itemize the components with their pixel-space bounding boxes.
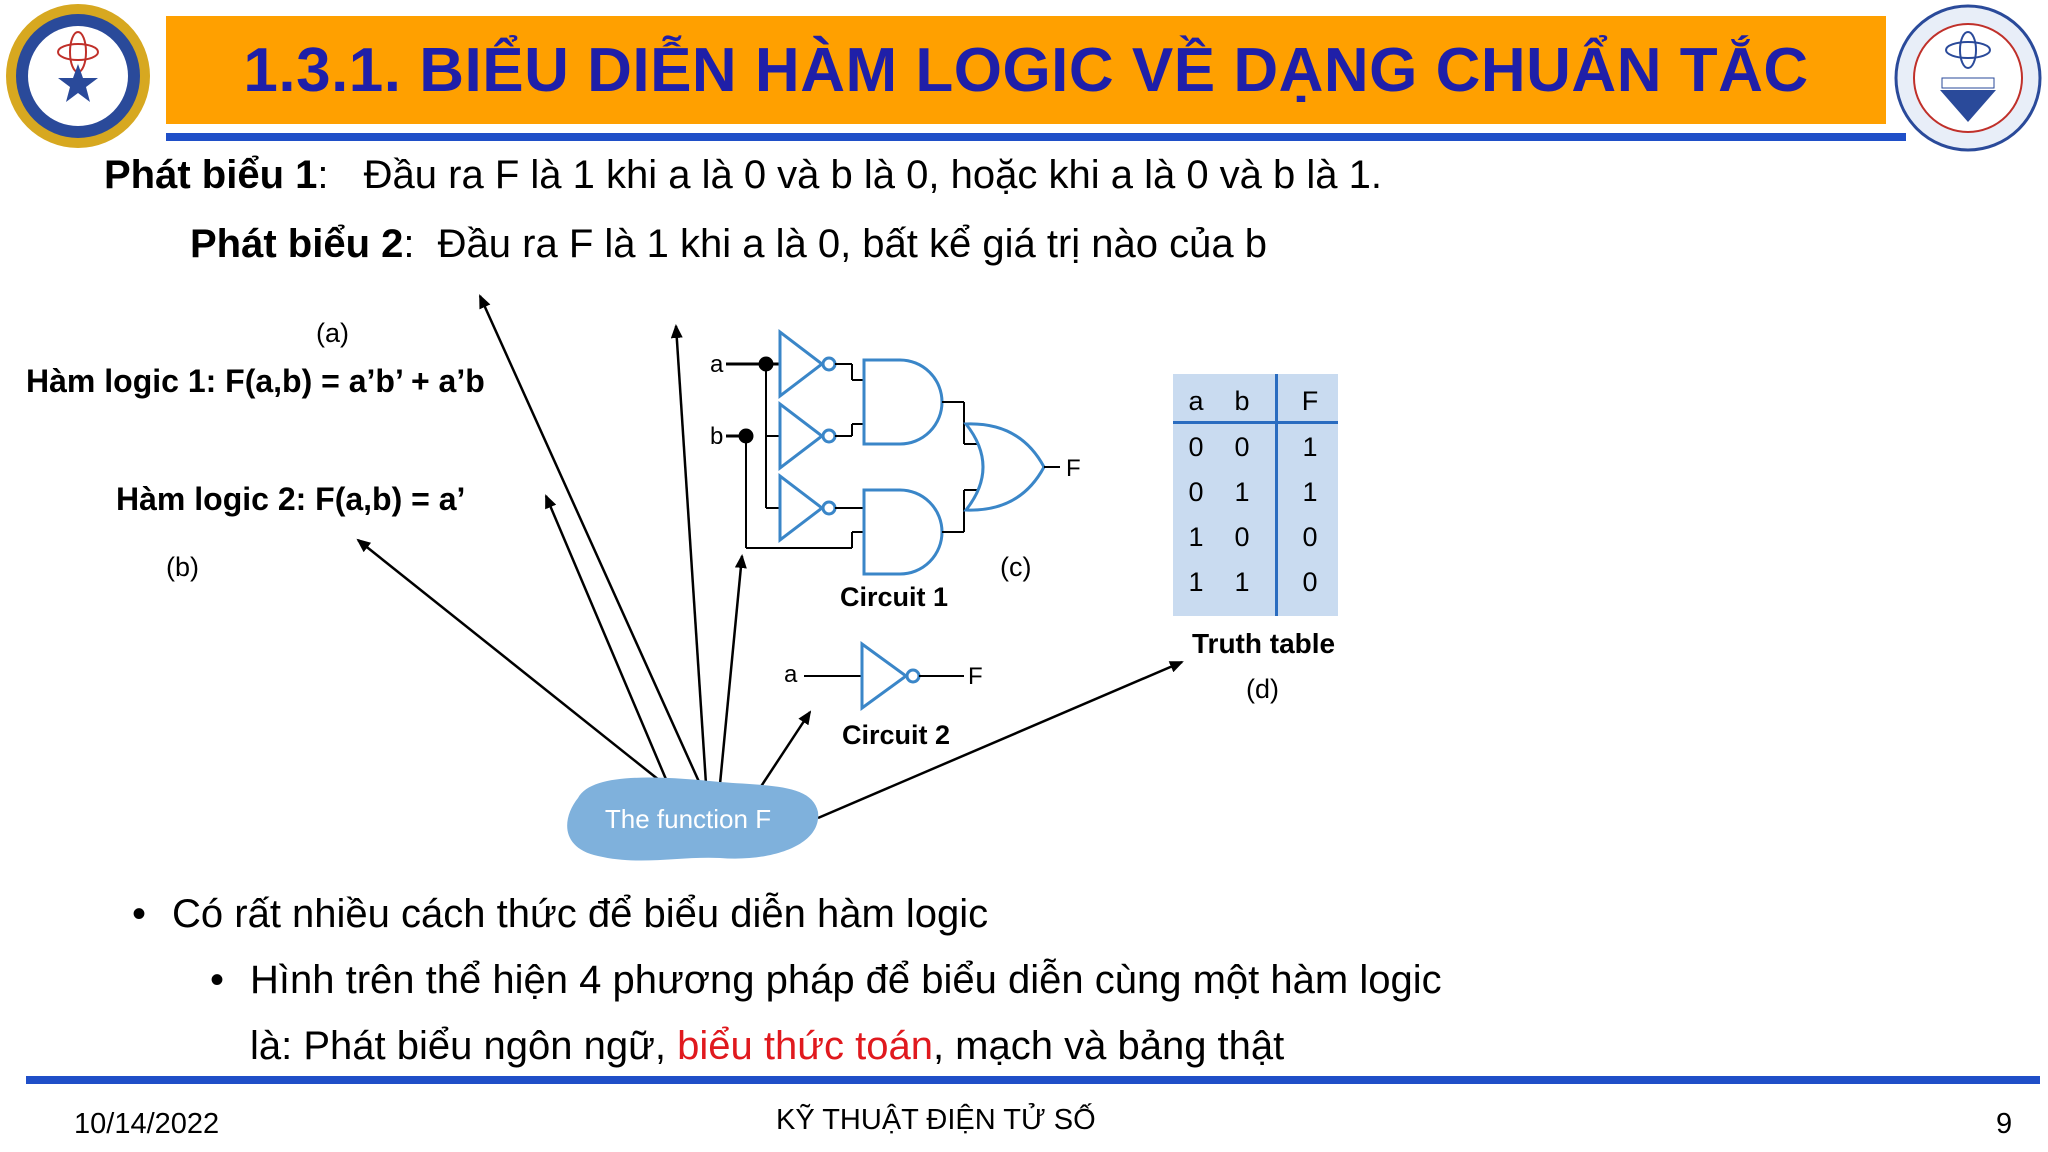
- function-blob-label: The function F: [604, 804, 772, 834]
- circuit-1-input-a: a: [710, 351, 724, 378]
- truth-table-cell: 0: [1188, 477, 1204, 507]
- statement-2-text: Đầu ra F là 1 khi a là 0, bất kể giá trị nào của b: [437, 222, 1267, 266]
- circuit-1: [710, 332, 1081, 574]
- label-a: (a): [316, 318, 349, 348]
- label-c: (c): [1000, 552, 1032, 582]
- circuit-2-inverter: [862, 644, 906, 708]
- truth-table-cell: 1: [1234, 477, 1250, 507]
- label-d: (d): [1246, 674, 1279, 704]
- truth-table-caption: Truth table: [1192, 628, 1336, 659]
- bullet-1-text: Có rất nhiều cách thức để biểu diễn hàm logic: [172, 892, 989, 936]
- truth-table-cell: 0: [1234, 522, 1250, 552]
- bullet-2-text-pre: là: Phát biểu ngôn ngữ,: [250, 1024, 678, 1068]
- arrow-to-logic-2: [546, 496, 668, 784]
- truth-table-cell: 0: [1302, 567, 1318, 597]
- statement-2-label: Phát biểu 2: [190, 222, 404, 266]
- bullet-2-text-line-1: Hình trên thể hiện 4 phương pháp để biểu diễn cùng một hàm logic: [250, 958, 1442, 1002]
- label-b: (b): [166, 552, 199, 582]
- arrow-to-logic-1: [676, 326, 706, 784]
- circuit-1-inverter-2: [780, 404, 822, 468]
- circuit-1-output-f: F: [1066, 455, 1081, 482]
- truth-table-cell: 0: [1188, 432, 1204, 462]
- circuit-1-inverter-3: [780, 476, 822, 540]
- circuit-2-caption: Circuit 2: [841, 720, 951, 750]
- circuit-1-and-gate-2: [864, 490, 942, 574]
- circuit-1-and-gate-1: [864, 360, 942, 444]
- circuit-1-caption: Circuit 1: [839, 582, 949, 612]
- bullet-1: [132, 892, 988, 937]
- truth-table-cell: 1: [1234, 567, 1250, 597]
- truth-table-column-rule: [1275, 374, 1278, 616]
- truth-table-cell: 1: [1302, 432, 1318, 462]
- slide-title: 1.3.1. BIỂU DIỄN HÀM LOGIC VỀ DẠNG CHUẨN TẮC: [243, 35, 1809, 105]
- footer-page-number: 9: [1996, 1108, 2013, 1140]
- footer-rule: [26, 1076, 2040, 1084]
- bullet-2-text-post: , mạch và bảng thật: [932, 1024, 1285, 1068]
- truth-table-header-f: F: [1301, 386, 1319, 416]
- truth-table-header-a: a: [1188, 386, 1204, 416]
- arrow-to-circuit-1: [720, 556, 742, 784]
- arrow-to-circuit-2: [760, 712, 810, 788]
- truth-table-cell: 0: [1234, 432, 1250, 462]
- bullet-2: [210, 958, 1442, 1003]
- footer-course: KỸ THUẬT ĐIỆN TỬ SỐ: [776, 1104, 1096, 1136]
- truth-table-header-b: b: [1234, 386, 1250, 416]
- footer-date: 10/14/2022: [74, 1108, 220, 1140]
- truth-table-cell: 1: [1302, 477, 1318, 507]
- circuit-2: [784, 644, 983, 708]
- bullet-2-continuation: [250, 1024, 1284, 1069]
- truth-table-header-rule: [1173, 421, 1338, 424]
- circuit-2-output-f: F: [968, 663, 983, 690]
- bullet-1-marker: •: [132, 892, 147, 936]
- truth-table-cell: 0: [1302, 522, 1318, 552]
- statement-1-text: Đầu ra F là 1 khi a là 0 và b là 0, hoặc khi a là 0 và b là 1.: [363, 153, 1382, 197]
- truth-table: [1173, 374, 1338, 616]
- logic-function-2: Hàm logic 2: F(a,b) = a’: [116, 481, 466, 517]
- statement-1-label: Phát biểu 1: [104, 153, 318, 197]
- statement-2-colon: :: [403, 222, 415, 266]
- arrow-to-label-b: [358, 540, 664, 784]
- truth-table-cell: 1: [1188, 567, 1204, 597]
- circuit-2-input-a: a: [784, 661, 798, 688]
- bullet-2-marker: •: [210, 958, 225, 1002]
- circuit-1-or-gate: [966, 424, 1044, 510]
- bullet-2-text-highlight: biểu thức toán: [677, 1024, 933, 1068]
- arrow-to-statement-2: [480, 296, 700, 784]
- statement-1-colon: :: [317, 153, 329, 197]
- logic-function-1: Hàm logic 1: F(a,b) = a’b’ + a’b: [26, 363, 485, 399]
- circuit-1-inverter-1: [780, 332, 822, 396]
- truth-table-cell: 1: [1188, 522, 1204, 552]
- circuit-1-input-b: b: [710, 423, 724, 450]
